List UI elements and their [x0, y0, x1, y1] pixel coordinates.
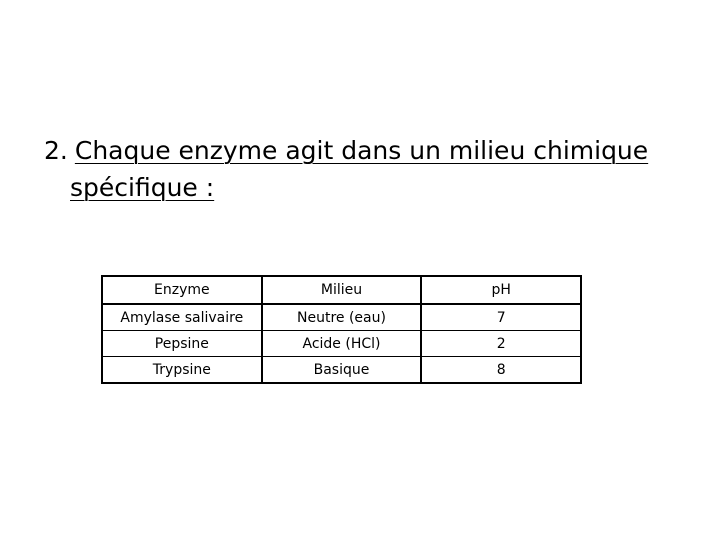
cell-enzyme: Trypsine [102, 357, 262, 384]
header-enzyme: Enzyme [102, 276, 262, 304]
enzyme-table [101, 275, 582, 384]
cell-ph: 7 [421, 304, 581, 331]
heading-text-part-2: spécifique : [70, 173, 215, 202]
table-row [102, 331, 581, 357]
cell-enzyme: Pepsine [102, 331, 262, 357]
cell-enzyme: Amylase salivaire [102, 304, 262, 331]
cell-milieu: Neutre (eau) [262, 304, 422, 331]
header-ph: pH [421, 276, 581, 304]
table-header-row [102, 276, 581, 304]
cell-milieu: Basique [262, 357, 422, 384]
table-row [102, 304, 581, 331]
cell-ph: 2 [421, 331, 581, 357]
slide-heading [44, 132, 694, 206]
heading-text-part-1: Chaque enzyme agit dans un milieu chimique [74, 136, 649, 165]
table-row [102, 357, 581, 384]
cell-milieu: Acide (HCl) [262, 331, 422, 357]
header-milieu: Milieu [262, 276, 422, 304]
heading-line-1 [44, 132, 694, 169]
heading-number: 2. [44, 136, 68, 165]
heading-line-2 [44, 169, 694, 206]
cell-ph: 8 [421, 357, 581, 384]
